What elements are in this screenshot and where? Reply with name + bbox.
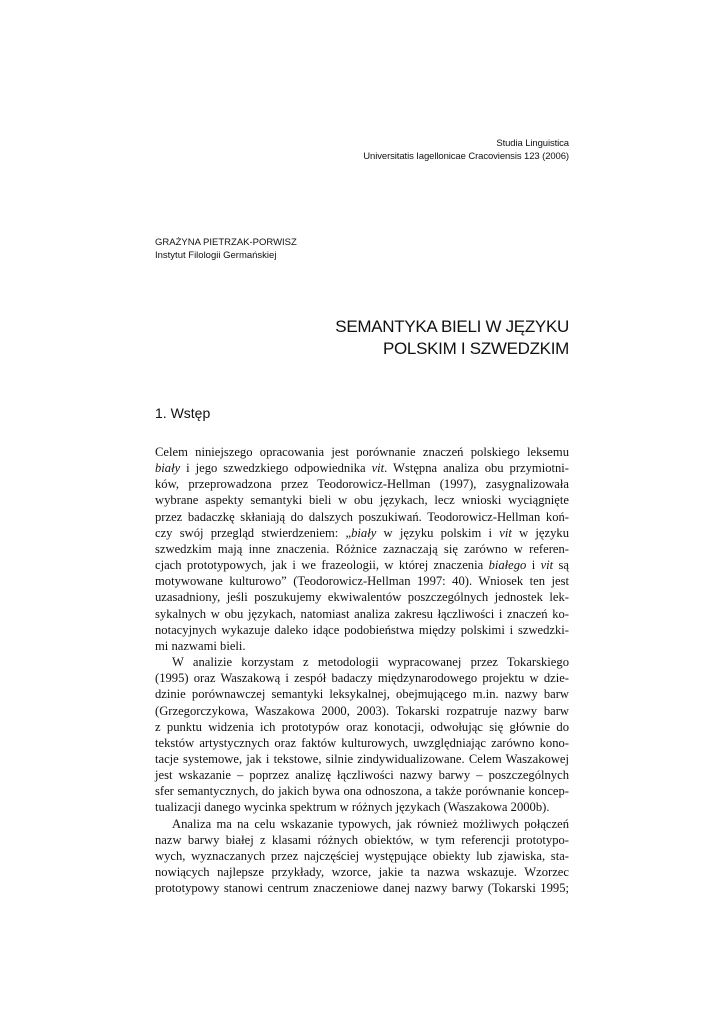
italic-term: biały	[351, 525, 377, 540]
title-line-2: POLSKIM I SZWEDZKIM	[382, 339, 569, 358]
text-line: (1995) oraz Waszakową i zespół badaczy międzynarodowego projektu w dzie-	[155, 671, 569, 686]
journal-header	[363, 138, 569, 163]
author-name: GRAŻYNA PIETRZAK-PORWISZ	[155, 237, 297, 248]
italic-term: biały	[155, 461, 181, 476]
text-line: wych, wyznaczanych przez najczęściej występujące obiekty lub zjawiska, sta-	[155, 848, 569, 863]
text-line: (Grzegorczykowa, Waszakowa 2000, 2003). Tokarski rozpatruje nazwy barw	[155, 703, 569, 718]
text-line: szwedzkim mają inne znaczenia. Różnice zaznaczają się zarówno w referen-	[155, 541, 569, 556]
text-line: wybrane aspekty semantyki bieli w obu językach, lecz wnioski wyciągnięte	[155, 493, 569, 508]
text-line: dzinie porównawczej semantyki leksykalnej, obejmującego m.in. nazwy barw	[155, 687, 569, 702]
italic-term: białego	[488, 558, 527, 573]
paragraph	[155, 444, 569, 654]
text-line: jest wskazanie – poprzez analizę łączliwości nazwy barwy – poszczególnych	[155, 768, 569, 783]
italic-term: vit	[499, 525, 512, 540]
text-line: motywowane kulturowo” (Teodorowicz-Hellman 1997: 40). Wniosek ten jest	[155, 574, 569, 589]
text-line: czy swój przegląd stwierdzeniem: „biały w języku polskim i vit w języku	[155, 525, 569, 540]
text-line: tualizacji danego wycinka spektrum w różnych językach (Waszakowa 2000b).	[155, 800, 550, 815]
section-heading: 1. Wstęp	[155, 405, 211, 421]
journal-volume: Universitatis Iagellonicae Cracoviensis 123 (2006)	[363, 150, 569, 162]
text-line: W analizie korzystam z metodologii wypracowanej przez Tokarskiego	[172, 655, 569, 670]
text-line: prototypowy stanowi centrum znaczeniowe danej nazwy barwy (Tokarski 1995;	[155, 881, 569, 896]
text-line: przez badaczkę skłaniają do dalszych poszukiwań. Teodorowicz-Hellman koń-	[155, 509, 569, 524]
text-line: nowiących najlepsze przykłady, wzorce, jakie ta nazwa wskazuje. Wzorzec	[155, 865, 569, 880]
text-line: Celem niniejszego opracowania jest porównanie znaczeń polskiego leksemu	[155, 445, 569, 459]
journal-name: Studia Linguistica	[496, 138, 569, 149]
author-affiliation: Instytut Filologii Germańskiej	[155, 249, 277, 261]
text-line: sykalnych w obu językach, natomiast analiza zakresu łączliwości i znaczeń ko-	[155, 606, 569, 621]
text-line: Analiza ma na celu wskazanie typowych, jak również możliwych połączeń	[172, 816, 569, 831]
text-line: ków, przeprowadzona przez Teodorowicz-Hellman (1997), zasygnalizowała	[155, 477, 569, 492]
paragraph	[155, 816, 569, 897]
title-line-1: SEMANTYKA BIELI W JĘZYKU	[335, 317, 569, 336]
paragraph	[155, 654, 569, 816]
italic-term: vit	[540, 558, 554, 573]
article-title	[335, 316, 569, 360]
text-line: cjach prototypowych, jak i we frazeologii, w której znaczenia białego i vit są	[155, 558, 570, 573]
text-line: biały i jego szwedzkiego odpowiednika vit. Wstępna analiza obu przymiotni-	[155, 461, 569, 476]
italic-term: vit	[371, 461, 385, 476]
author-block	[155, 237, 297, 262]
text-line: tekstów artystycznych oraz faktów kulturowych, uwzględniając zarówno kono-	[155, 735, 569, 750]
text-line: uzasadniony, jeśli poszukujemy ekwiwalentów poszczególnych jednostek lek-	[155, 590, 569, 605]
text-line: notacyjnych wykazuje daleko idące podobieństwa między polskimi i szwedzki-	[155, 622, 569, 637]
text-line: z punktu widzenia ich prototypów oraz konotacji, odwołując się głównie do	[155, 719, 569, 734]
text-line: tacje systemowe, jak i tekstowe, silnie zindywidualizowane. Celem Waszakowej	[155, 751, 569, 766]
article-body	[155, 444, 569, 896]
text-line: nazw barwy białej z klasami różnych obiektów, w tym referencji prototypo-	[155, 832, 569, 847]
text-line: sfer semantycznych, do jakich bywa ona odnoszona, a także porównanie koncep-	[155, 784, 569, 799]
text-line: mi nazwami bieli.	[155, 638, 246, 653]
